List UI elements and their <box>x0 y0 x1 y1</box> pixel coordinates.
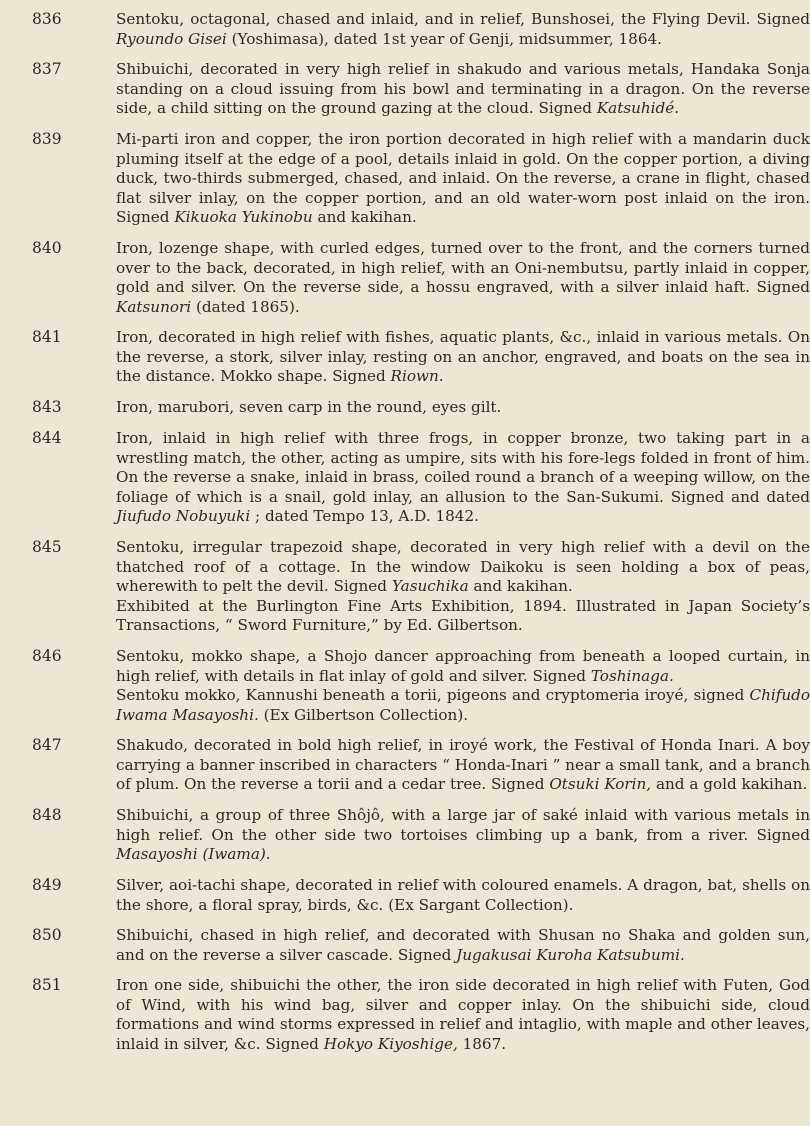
text-span: Sentoku mokko, Kannushi beneath a torii, pigeons and cryptomeria iroyé, signed <box>116 686 750 705</box>
entry-paragraph <box>116 130 810 228</box>
entry-paragraph <box>116 398 810 418</box>
text-span: (Ex Gilbertson Collection). <box>258 705 469 724</box>
artist-signature: Ryoundo Gisei <box>116 29 227 48</box>
artist-signature: Katsunori <box>116 297 192 316</box>
entry-paragraph <box>116 328 810 387</box>
entry-text <box>116 538 810 636</box>
artist-signature: Hokyo Kiyoshige, <box>323 1034 458 1053</box>
entry-text <box>116 60 810 119</box>
text-span: Shakudo, decorated in bold high relief, in iroyé work, the Festival of Honda Inari. A boy carrying a banner inscribed in characters “ Honda-Inari ” near a small tank, and a branch of plum. On the reverse a torii and a cedar tree. Signed <box>116 736 810 794</box>
text-span: Sentoku, mokko shape, a Shojo dancer approaching from beneath a looped curtain, in high relief, with details in flat inlay of gold and silver. Signed <box>116 647 810 685</box>
text-span: Iron, decorated in high relief with fishes, aquatic plants, &c., inlaid in various metals. On the reverse, a stork, silver inlay, resting on an anchor, engraved, and boats on the sea in the distance. Mokko shape. Signed <box>116 328 810 386</box>
entry-text <box>116 876 810 915</box>
entry-paragraph <box>116 686 810 725</box>
artist-signature: Toshinaga. <box>590 666 674 685</box>
entry-paragraph <box>116 926 810 965</box>
text-span: Shibuichi, decorated in very high relief in shakudo and various metals, Handaka Sonja standing on a cloud issuing from his bowl and terminating in a dragon. On the reverse side, a child sitting on the ground gazing at the cloud. Signed <box>116 60 810 118</box>
lot-number: 841 <box>32 328 62 346</box>
entry-paragraph <box>116 60 810 119</box>
artist-signature: Katsuhidé. <box>596 99 680 118</box>
text-span: Exhibited at the Burlington Fine Arts Exhibition, 1894. Illustrated in Japan Society’s Transactions, “ Sword Furniture,” by Ed. Gilbertson. <box>116 596 810 635</box>
artist-signature: Yasuchika <box>391 577 469 596</box>
artist-signature: Jiufudo Nobuyuki <box>116 507 251 526</box>
text-span: Sentoku, irregular trapezoid shape, decorated in very high relief with a devil on the thatched roof of a cottage. In the window Daikoku is seen holding a box of peas, wherewith to pelt the devil. Signed <box>116 538 810 596</box>
text-span: Mi-parti iron and copper, the iron portion decorated in high relief with a mandarin duck pluming itself at the edge of a pool, details inlaid in gold. On the copper portion, a diving duck, two-thirds submerged, chased, and inlaid. On the reverse, a crane in flight, chased flat silver inlay, on the copper portion, and an old water-worn post inlaid on the iron. Signed <box>116 130 810 227</box>
text-span: ; dated Tempo 13, A.D. 1842. <box>250 507 479 526</box>
entry-paragraph <box>116 976 810 1054</box>
lot-number: 846 <box>32 647 62 665</box>
text-span: Iron, marubori, seven carp in the round, eyes gilt. <box>116 398 502 416</box>
lot-number: 844 <box>32 429 62 447</box>
text-span: Shibuichi, a group of three Shôjô, with a large jar of saké inlaid with various metals in high relief. On the other side two tortoises climbing up a bank, from a river. Signed <box>116 806 810 844</box>
entry-paragraph <box>116 429 810 527</box>
entry-text <box>116 806 810 865</box>
artist-signature: Jugakusai Kuroha Katsubumi. <box>456 945 685 964</box>
lot-number: 839 <box>32 130 62 148</box>
lot-number: 836 <box>32 10 62 28</box>
entry-text <box>116 429 810 527</box>
entry-paragraph <box>116 736 810 795</box>
lot-number: 847 <box>32 736 62 754</box>
text-span: Sentoku, octagonal, chased and inlaid, and in relief, Bunshosei, the Flying Devil. Signed <box>116 10 810 28</box>
entry-paragraph <box>116 806 810 865</box>
artist-signature: Masayoshi (Iwama). <box>116 845 271 864</box>
artist-signature: Chifudo Iwama Masayoshi. <box>116 686 810 724</box>
lot-number: 850 <box>32 926 62 944</box>
text-span: and kakihan. <box>312 208 417 227</box>
entry-text <box>116 736 810 795</box>
text-span: 1867. <box>457 1034 507 1053</box>
entry-paragraph <box>116 876 810 915</box>
lot-number: 845 <box>32 538 62 556</box>
artist-signature: Riown. <box>390 367 444 386</box>
artist-signature: Kikuoka Yukinobu <box>174 208 313 227</box>
artist-signature: Otsuki Korin, <box>549 775 652 794</box>
entry-text <box>116 926 810 965</box>
entry-text <box>116 130 810 228</box>
text-span: Shibuichi, chased in high relief, and decorated with Shusan no Shaka and golden sun, and on the reverse a silver cascade. Signed <box>116 926 810 964</box>
text-span: Iron, inlaid in high relief with three frogs, in copper bronze, two taking part in a wrestling match, the other, acting as umpire, sits with his fore-legs folded in front of him. On the reverse a snake, inlaid in brass, coiled round a branch of a weeping willow, on the foliage of which is a snail, gold inlay, an allusion to the San-Sukumi. Signed and dated <box>116 429 810 506</box>
entry-text <box>116 398 810 418</box>
text-span: and a gold kakihan. <box>651 775 808 794</box>
entry-text <box>116 647 810 725</box>
entry-text <box>116 10 810 49</box>
lot-number: 849 <box>32 876 62 894</box>
exhibition-note <box>116 597 810 636</box>
text-span: Iron, lozenge shape, with curled edges, turned over to the front, and the corners turned over to the back, decorated, in high relief, with an Oni-nembutsu, partly inlaid in copper, gold and silver. On the reverse side, a hossu engraved, with a silver inlaid haft. Signed <box>116 239 810 297</box>
entry-text <box>116 328 810 387</box>
lot-number: 851 <box>32 976 62 994</box>
entry-paragraph <box>116 10 810 49</box>
text-span: Silver, aoi-tachi shape, decorated in relief with coloured enamels. A dragon, bat, shells on the shore, a floral spray, birds, &c. (Ex Sargant Collection). <box>116 876 810 914</box>
entry-text <box>116 239 810 317</box>
lot-number: 843 <box>32 398 62 416</box>
entry-paragraph <box>116 239 810 317</box>
text-span: (Yoshimasa), dated 1st year of Genji, midsummer, 1864. <box>226 29 663 48</box>
lot-number: 840 <box>32 239 62 257</box>
text-span: (dated 1865). <box>191 297 300 316</box>
text-span: Iron one side, shibuichi the other, the iron side decorated in high relief with Futen, God of Wind, with his wind bag, silver and copper inlay. On the shibuichi side, cloud formations and wind storms expressed in relief and intaglio, with maple and other leaves, inlaid in silver, &c. Signed <box>116 976 810 1053</box>
text-span: and kakihan. <box>468 577 573 596</box>
entry-paragraph <box>116 647 810 686</box>
lot-number: 837 <box>32 60 62 78</box>
entry-paragraph <box>116 538 810 597</box>
lot-number: 848 <box>32 806 62 824</box>
entry-text <box>116 976 810 1054</box>
